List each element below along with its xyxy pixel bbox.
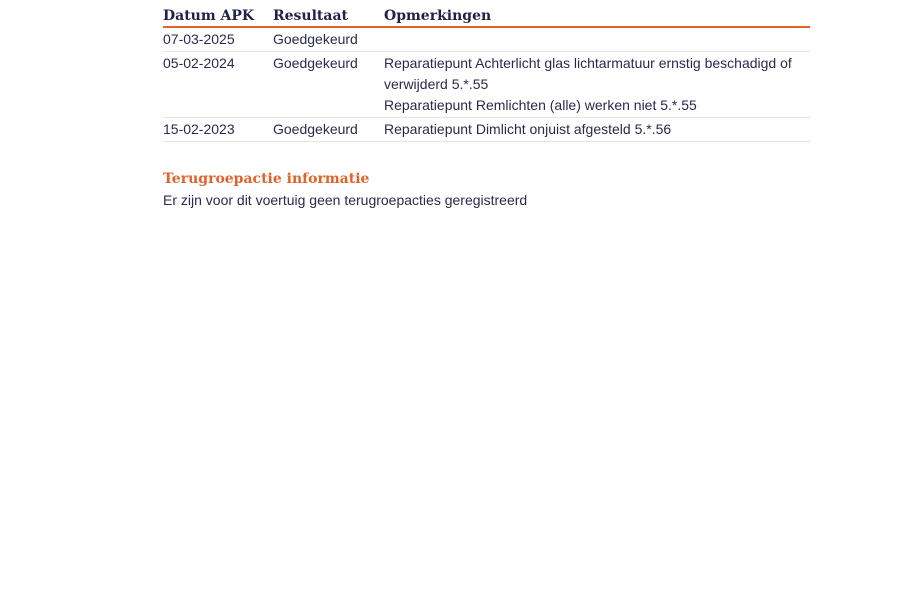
clipped-section-heading bbox=[163, 0, 168, 2]
row-date: 05-02-2024 bbox=[163, 52, 273, 118]
row-result: Goedgekeurd bbox=[273, 27, 384, 52]
row-remarks bbox=[384, 27, 810, 52]
recall-section-title: Terugroepactie informatie bbox=[163, 171, 370, 187]
row-result: Goedgekeurd bbox=[273, 52, 384, 118]
remark-line: Reparatiepunt Achterlicht glas lichtarmatuur ernstig beschadigd of verwijderd 5.*.55 bbox=[384, 55, 792, 92]
row-remarks bbox=[384, 52, 810, 118]
header-date: Datum APK bbox=[163, 4, 273, 27]
apk-history-table bbox=[163, 4, 810, 142]
row-result: Goedgekeurd bbox=[273, 118, 384, 142]
header-result: Resultaat bbox=[273, 4, 384, 27]
table-row bbox=[163, 52, 810, 118]
table-row bbox=[163, 27, 810, 52]
row-remarks bbox=[384, 118, 810, 142]
table-row bbox=[163, 118, 810, 142]
remark-line: Reparatiepunt Dimlicht onjuist afgesteld 5.*.56 bbox=[384, 121, 672, 137]
row-date: 07-03-2025 bbox=[163, 27, 273, 52]
header-remarks: Opmerkingen bbox=[384, 4, 810, 27]
remark-line: Reparatiepunt Remlichten (alle) werken niet 5.*.55 bbox=[384, 97, 697, 113]
row-date: 15-02-2023 bbox=[163, 118, 273, 142]
recall-section-text: Er zijn voor dit voertuig geen terugroepacties geregistreerd bbox=[163, 192, 528, 208]
table-header-row bbox=[163, 4, 810, 27]
